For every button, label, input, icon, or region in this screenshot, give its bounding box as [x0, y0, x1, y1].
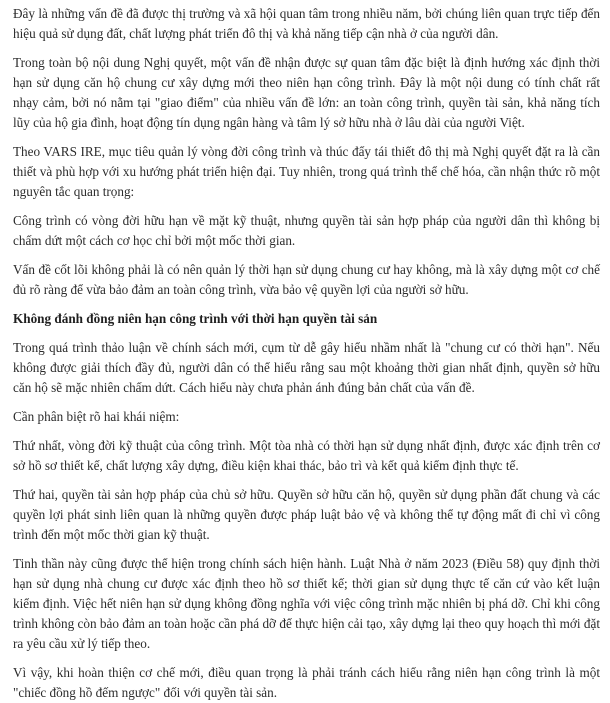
- paragraph-housing-law: Tinh thần này cũng được thể hiện trong chính sách hiện hành. Luật Nhà ở năm 2023 (Điều 58) quy định thời hạn sử dụng nhà chung cư được xác định theo hồ sơ thiết kế; thời gian sử dụng thực tế căn cứ vào kết luận kiểm định. Việc hết niên hạn sử dụng không đồng nghĩa với việc công trình mặc nhiên bị phá dỡ. Chỉ khi công trình không còn bảo đảm an toàn hoặc cần phá dỡ để thực hiện cải tạo, xây dựng lại theo quy hoạch thì mới đặt ra yêu cầu xử lý tiếp theo.: [13, 556, 600, 651]
- paragraph-conclusion: Vì vậy, khi hoàn thiện cơ chế mới, điều quan trọng là phải tránh cách hiểu rằng niên hạn công trình là một "chiếc đồng hồ đếm ngược" đối với quyền tài sản.: [13, 665, 600, 700]
- paragraph-core-issue: Vấn đề cốt lõi không phải là có nên quản lý thời hạn sử dụng chung cư hay không, mà là xây dựng một cơ chế đủ rõ ràng để vừa bảo đảm an toàn công trình, vừa bảo vệ quyền lợi của người sở hữu.: [13, 262, 600, 297]
- paragraph-resolution-lifespan: Trong toàn bộ nội dung Nghị quyết, một vấn đề nhận được sự quan tâm đặc biệt là định hướng xác định thời hạn sử dụng căn hộ chung cư xây dựng mới theo niên hạn công trình. Đây là một nội dung có tính chất rất nhạy cảm, bởi nó nằm tại "giao điểm" của nhiều vấn đề lớn: an toàn công trình, quyền tài sản, khả năng tích lũy của hộ gia đình, hoạt động tín dụng ngân hàng và tâm lý sở hữu nhà ở lâu dài của người Việt.: [13, 55, 600, 130]
- paragraph-second-concept: Thứ hai, quyền tài sản hợp pháp của chủ sở hữu. Quyền sở hữu căn hộ, quyền sử dụng phần đất chung và các quyền lợi phát sinh liên quan là những quyền được pháp luật bảo vệ và không thể tự động mất đi chỉ vì công trình đến một mốc thời gian kỹ thuật.: [13, 487, 600, 542]
- paragraph-first-concept: Thứ nhất, vòng đời kỹ thuật của công trình. Một tòa nhà có thời hạn sử dụng nhất định, được xác định trên cơ sở hồ sơ thiết kế, chất lượng xây dựng, điều kiện khai thác, bảo trì và kết quả kiểm định thực tế.: [13, 438, 600, 473]
- paragraph-vars-ire: Theo VARS IRE, mục tiêu quản lý vòng đời công trình và thúc đẩy tái thiết đô thị mà Nghị quyết đặt ra là cần thiết và phù hợp với xu hướng phát triển hiện đại. Tuy nhiên, trong quá trình thể chế hóa, cần nhận thức rõ một nguyên tắc quan trọng:: [13, 144, 600, 199]
- paragraph-two-concepts: Cần phân biệt rõ hai khái niệm:: [13, 409, 180, 424]
- paragraph-intro: Đây là những vấn đề đã được thị trường và xã hội quan tâm trong nhiều năm, bởi chúng liên quan trực tiếp đến hiệu quả sử dụng đất, chất lượng phát triển đô thị và khả năng tiếp cận nhà ở của người dân.: [13, 6, 600, 41]
- paragraph-misunderstanding: Trong quá trình thảo luận về chính sách mới, cụm từ dễ gây hiểu nhầm nhất là "chung cư có thời hạn". Nếu không được giải thích đầy đủ, người dân có thể hiểu rằng sau một khoảng thời gian nhất định, quyền sở hữu căn hộ sẽ mặc nhiên chấm dứt. Cách hiểu này chưa phản ánh đúng bản chất của vấn đề.: [13, 340, 600, 395]
- section-heading: Không đánh đồng niên hạn công trình với thời hạn quyền tài sản: [13, 311, 378, 326]
- paragraph-principle: Công trình có vòng đời hữu hạn về mặt kỹ thuật, nhưng quyền tài sản hợp pháp của người dân thì không bị chấm dứt một cách cơ học chỉ bởi một mốc thời gian.: [13, 213, 600, 248]
